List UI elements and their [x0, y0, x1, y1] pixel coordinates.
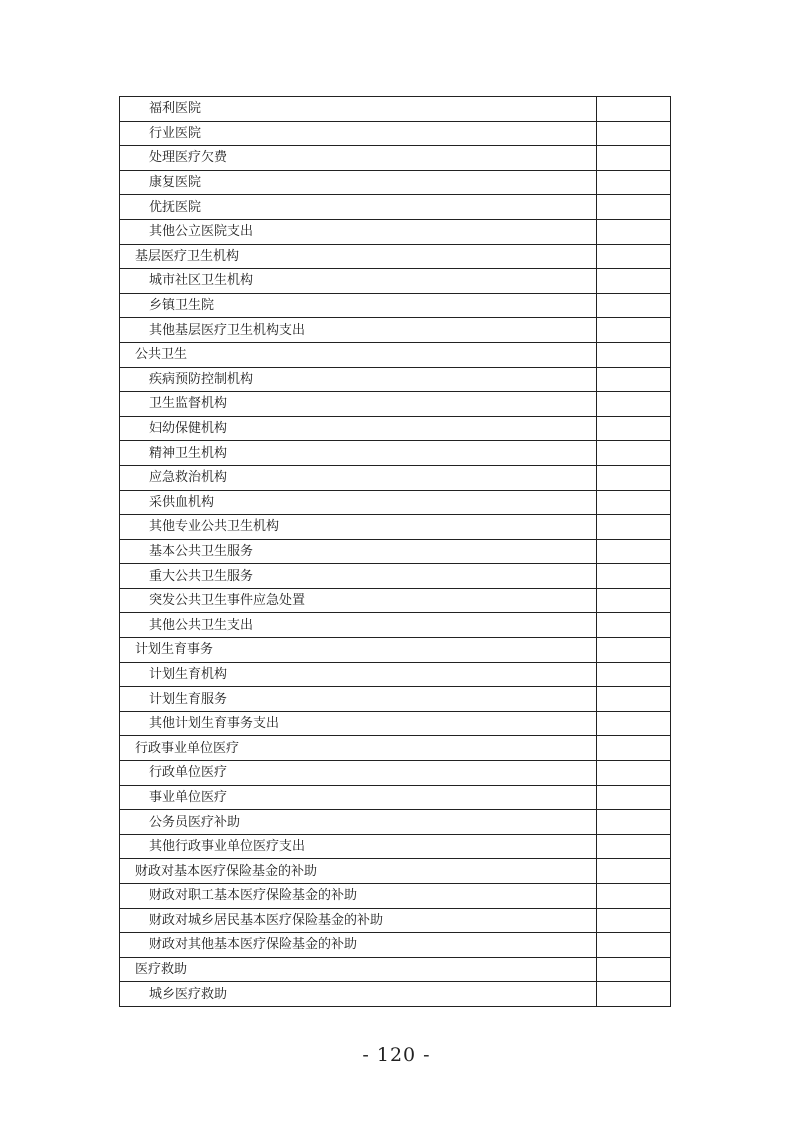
amount-cell: [597, 711, 671, 736]
amount-cell: [597, 342, 671, 367]
amount-cell: [597, 638, 671, 663]
table-row: [120, 195, 671, 220]
table-row: [120, 736, 671, 761]
amount-cell: [597, 687, 671, 712]
table-row: [120, 761, 671, 786]
subcategory-label-cell: 重大公共卫生服务: [120, 564, 597, 589]
table-row: [120, 342, 671, 367]
subcategory-label-cell: 城乡医疗救助: [120, 982, 597, 1007]
amount-cell: [597, 613, 671, 638]
amount-cell: [597, 761, 671, 786]
subcategory-label-cell: 卫生监督机构: [120, 392, 597, 417]
subcategory-label-cell: 应急救治机构: [120, 465, 597, 490]
table-row: [120, 367, 671, 392]
subcategory-label-cell: 其他专业公共卫生机构: [120, 515, 597, 540]
subcategory-label-cell: 计划生育机构: [120, 662, 597, 687]
amount-cell: [597, 933, 671, 958]
subcategory-label-cell: 其他行政事业单位医疗支出: [120, 834, 597, 859]
category-label-cell: 计划生育事务: [120, 638, 597, 663]
subcategory-label-cell: 行业医院: [120, 121, 597, 146]
amount-cell: [597, 244, 671, 269]
table-row: [120, 687, 671, 712]
amount-cell: [597, 490, 671, 515]
table-row: [120, 416, 671, 441]
amount-cell: [597, 367, 671, 392]
table-row: [120, 146, 671, 171]
subcategory-label-cell: 突发公共卫生事件应急处置: [120, 588, 597, 613]
amount-cell: [597, 416, 671, 441]
amount-cell: [597, 564, 671, 589]
table-row: [120, 957, 671, 982]
amount-cell: [597, 97, 671, 122]
amount-cell: [597, 982, 671, 1007]
table-row: [120, 933, 671, 958]
table-row: [120, 859, 671, 884]
category-label-cell: 公共卫生: [120, 342, 597, 367]
subcategory-label-cell: 事业单位医疗: [120, 785, 597, 810]
amount-cell: [597, 810, 671, 835]
table-row: [120, 884, 671, 909]
subcategory-label-cell: 采供血机构: [120, 490, 597, 515]
subcategory-label-cell: 财政对其他基本医疗保险基金的补助: [120, 933, 597, 958]
amount-cell: [597, 662, 671, 687]
amount-cell: [597, 884, 671, 909]
category-label-cell: 医疗救助: [120, 957, 597, 982]
table-row: [120, 834, 671, 859]
page-number: - 120 -: [362, 1044, 431, 1066]
subcategory-label-cell: 其他基层医疗卫生机构支出: [120, 318, 597, 343]
table-row: [120, 588, 671, 613]
subcategory-label-cell: 其他公共卫生支出: [120, 613, 597, 638]
subcategory-label-cell: 福利医院: [120, 97, 597, 122]
table-row: [120, 810, 671, 835]
table-row: [120, 662, 671, 687]
category-label-cell: 基层医疗卫生机构: [120, 244, 597, 269]
amount-cell: [597, 834, 671, 859]
table-row: [120, 490, 671, 515]
table-row: [120, 711, 671, 736]
subcategory-label-cell: 处理医疗欠费: [120, 146, 597, 171]
amount-cell: [597, 859, 671, 884]
amount-cell: [597, 293, 671, 318]
subcategory-label-cell: 财政对职工基本医疗保险基金的补助: [120, 884, 597, 909]
amount-cell: [597, 121, 671, 146]
amount-cell: [597, 588, 671, 613]
table-body: [120, 97, 671, 1007]
table-row: [120, 441, 671, 466]
table-row: [120, 539, 671, 564]
subcategory-label-cell: 优抚医院: [120, 195, 597, 220]
table-row: [120, 219, 671, 244]
amount-cell: [597, 219, 671, 244]
subcategory-label-cell: 其他计划生育事务支出: [120, 711, 597, 736]
table-row: [120, 982, 671, 1007]
amount-cell: [597, 539, 671, 564]
table-row: [120, 244, 671, 269]
amount-cell: [597, 736, 671, 761]
amount-cell: [597, 269, 671, 294]
amount-cell: [597, 465, 671, 490]
table-row: [120, 121, 671, 146]
amount-cell: [597, 957, 671, 982]
subcategory-label-cell: 基本公共卫生服务: [120, 539, 597, 564]
amount-cell: [597, 392, 671, 417]
subcategory-label-cell: 城市社区卫生机构: [120, 269, 597, 294]
amount-cell: [597, 170, 671, 195]
table-row: [120, 785, 671, 810]
table-row: [120, 638, 671, 663]
amount-cell: [597, 146, 671, 171]
amount-cell: [597, 195, 671, 220]
subcategory-label-cell: 康复医院: [120, 170, 597, 195]
subcategory-label-cell: 财政对城乡居民基本医疗保险基金的补助: [120, 908, 597, 933]
table-row: [120, 908, 671, 933]
table-row: [120, 97, 671, 122]
table-row: [120, 465, 671, 490]
amount-cell: [597, 515, 671, 540]
table-row: [120, 318, 671, 343]
table-row: [120, 293, 671, 318]
table-row: [120, 613, 671, 638]
subcategory-label-cell: 疾病预防控制机构: [120, 367, 597, 392]
subcategory-label-cell: 行政单位医疗: [120, 761, 597, 786]
subcategory-label-cell: 精神卫生机构: [120, 441, 597, 466]
amount-cell: [597, 908, 671, 933]
category-label-cell: 行政事业单位医疗: [120, 736, 597, 761]
amount-cell: [597, 318, 671, 343]
table-row: [120, 515, 671, 540]
expenditure-table: [119, 96, 671, 1007]
subcategory-label-cell: 其他公立医院支出: [120, 219, 597, 244]
table-row: [120, 392, 671, 417]
amount-cell: [597, 441, 671, 466]
amount-cell: [597, 785, 671, 810]
table-row: [120, 269, 671, 294]
subcategory-label-cell: 乡镇卫生院: [120, 293, 597, 318]
subcategory-label-cell: 计划生育服务: [120, 687, 597, 712]
category-label-cell: 财政对基本医疗保险基金的补助: [120, 859, 597, 884]
subcategory-label-cell: 妇幼保健机构: [120, 416, 597, 441]
table-row: [120, 170, 671, 195]
subcategory-label-cell: 公务员医疗补助: [120, 810, 597, 835]
table-row: [120, 564, 671, 589]
